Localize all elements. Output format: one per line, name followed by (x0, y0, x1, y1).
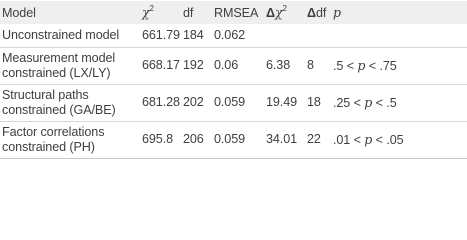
table-row (0, 84, 467, 121)
cell-rmsea: 0.059 (214, 95, 246, 109)
cell-rmsea: 0.062 (214, 28, 246, 43)
cell-rmsea: 0.059 (214, 132, 246, 146)
header-delta-df (305, 1, 331, 24)
cell-model (0, 47, 140, 84)
header-p (331, 1, 467, 24)
cell-p (331, 84, 467, 121)
p-var: p (364, 94, 373, 110)
delta-df-symbol: Δ (307, 5, 316, 20)
p-op-2: < (375, 95, 383, 110)
p-low: .25 (333, 95, 351, 110)
delta-chi-symbol: χ (274, 5, 283, 20)
cell-chi-square: 661.79 (142, 28, 180, 43)
model-line-1: Factor correlations (2, 124, 105, 139)
delta-chi-exponent: 2 (282, 4, 287, 13)
cell-df: 192 (183, 58, 204, 72)
cell-delta-chi-square: 19.49 (266, 95, 298, 109)
cell-p (331, 47, 467, 84)
delta-symbol: Δ (266, 6, 275, 20)
header-df: df (183, 5, 194, 20)
cell-p (331, 121, 467, 158)
model-comparison-table (0, 1, 467, 159)
cell-delta-chi-square (264, 24, 305, 47)
cell-model (0, 24, 140, 47)
table-body (0, 24, 467, 158)
p-op-2: < (375, 132, 383, 147)
table-row (0, 121, 467, 158)
chi-symbol: χ (142, 5, 150, 20)
p-op-1: < (353, 95, 361, 110)
p-symbol: p (333, 5, 341, 20)
cell-delta-chi-square: 6.38 (266, 58, 291, 72)
header-row (0, 1, 467, 24)
delta-df-label: df (315, 5, 327, 20)
p-low: .5 (333, 58, 344, 73)
cell-rmsea: 0.06 (214, 58, 239, 72)
cell-df: 206 (183, 132, 204, 146)
p-var: p (357, 57, 366, 73)
p-op-1: < (346, 58, 354, 73)
p-op-2: < (368, 58, 377, 73)
model-line-2: constrained (LX/LY) (2, 65, 111, 80)
table-row (0, 47, 467, 84)
table-header (0, 1, 467, 24)
p-high: .75 (379, 58, 397, 73)
cell-delta-df: 8 (307, 58, 314, 72)
cell-model (0, 121, 140, 158)
header-model: Model (2, 5, 36, 20)
p-op-1: < (353, 132, 361, 147)
p-high: .5 (386, 95, 397, 110)
cell-p (331, 24, 467, 47)
model-line-1: Measurement model (2, 50, 116, 65)
cell-chi-square: 695.8 (142, 132, 174, 146)
cell-df: 184 (183, 28, 204, 43)
cell-delta-chi-square: 34.01 (266, 132, 298, 146)
cell-delta-df: 22 (307, 132, 321, 146)
header-rmsea: RMSEA (214, 5, 259, 20)
model-line-1: Unconstrained model (2, 28, 120, 43)
cell-model (0, 84, 140, 121)
header-chi-square (140, 1, 181, 24)
table-row (0, 24, 467, 47)
p-var: p (364, 131, 373, 147)
p-high: .05 (386, 132, 404, 147)
model-line-1: Structural paths (2, 87, 89, 102)
header-delta-chi-square (264, 1, 305, 24)
cell-df: 202 (183, 95, 204, 109)
model-line-2: constrained (GA/BE) (2, 102, 116, 117)
cell-chi-square: 668.17 (142, 58, 180, 72)
cell-chi-square: 681.28 (142, 95, 180, 109)
model-line-2: constrained (PH) (2, 139, 95, 154)
cell-delta-df (305, 24, 331, 47)
cell-delta-df: 18 (307, 95, 321, 109)
p-low: .01 (333, 132, 351, 147)
chi-exponent: 2 (149, 4, 154, 13)
